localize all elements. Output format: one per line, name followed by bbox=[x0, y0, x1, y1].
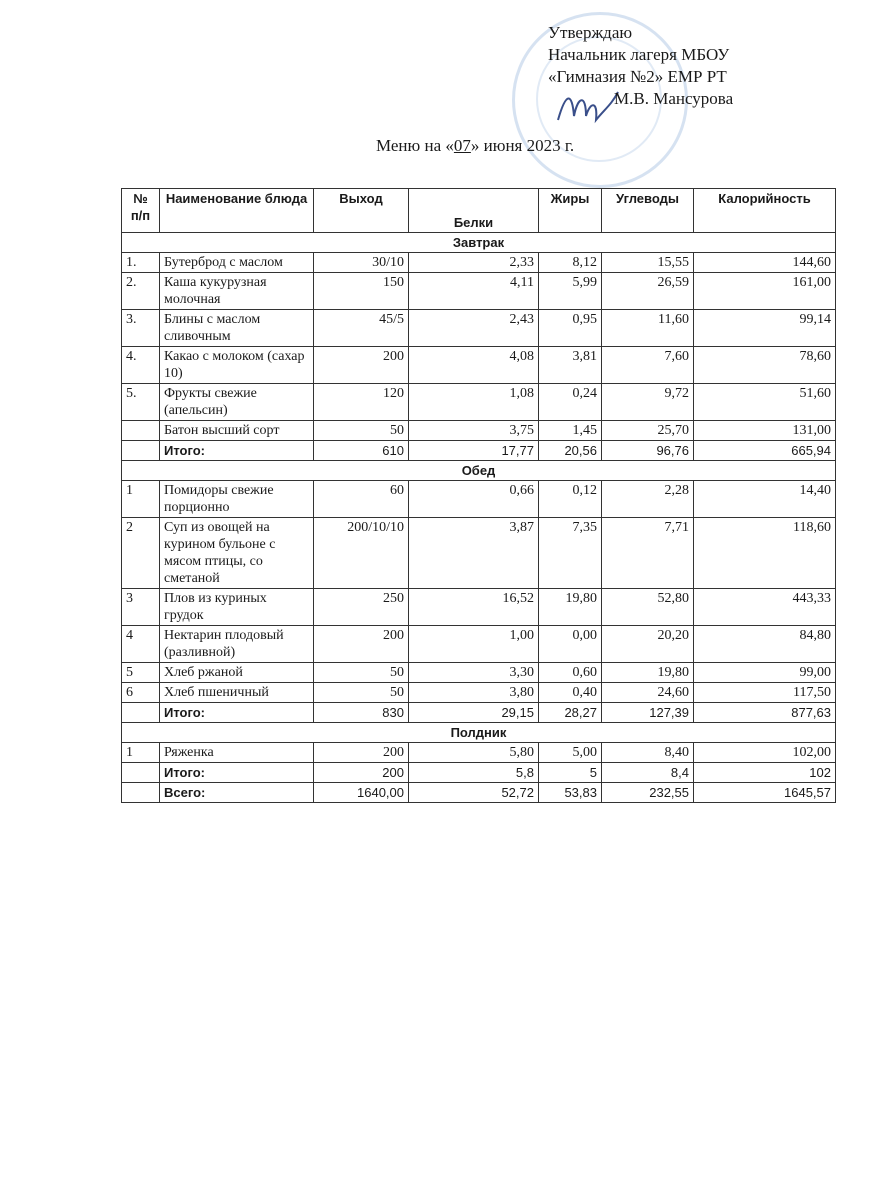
menu-table bbox=[121, 188, 836, 803]
cell-dish-name: Каша кукурузная молочная bbox=[160, 273, 314, 310]
total-label: Итого: bbox=[160, 703, 314, 723]
header-protein: Белки bbox=[409, 189, 539, 233]
cell-carbs: 20,20 bbox=[602, 626, 694, 663]
cell-carbs: 26,59 bbox=[602, 273, 694, 310]
table-row bbox=[122, 347, 836, 384]
total-protein: 5,8 bbox=[409, 763, 539, 783]
total-kcal: 102 bbox=[694, 763, 836, 783]
cell-carbs: 25,70 bbox=[602, 421, 694, 441]
cell-fat: 0,40 bbox=[539, 683, 602, 703]
cell-dish-name: Фрукты свежие (апельсин) bbox=[160, 384, 314, 421]
cell-dish-name: Хлеб пшеничный bbox=[160, 683, 314, 703]
cell-dish-name: Нектарин плодовый (разливной) bbox=[160, 626, 314, 663]
cell-yield: 200 bbox=[314, 347, 409, 384]
cell-yield: 60 bbox=[314, 481, 409, 518]
total-label: Всего: bbox=[160, 783, 314, 803]
cell-dish-name: Ряженка bbox=[160, 743, 314, 763]
cell-fat: 19,80 bbox=[539, 589, 602, 626]
table-row bbox=[122, 310, 836, 347]
table-row bbox=[122, 518, 836, 589]
header-name: Наименование блюда bbox=[160, 189, 314, 233]
total-fat: 20,56 bbox=[539, 441, 602, 461]
cell-kcal: 443,33 bbox=[694, 589, 836, 626]
header-carbs: Углеводы bbox=[602, 189, 694, 233]
menu-table-body bbox=[122, 233, 836, 803]
cell-num: 3 bbox=[122, 589, 160, 626]
cell-protein: 2,43 bbox=[409, 310, 539, 347]
total-protein: 29,15 bbox=[409, 703, 539, 723]
total-yield: 1640,00 bbox=[314, 783, 409, 803]
cell-fat: 0,12 bbox=[539, 481, 602, 518]
cell-yield: 50 bbox=[314, 683, 409, 703]
grand-total-row bbox=[122, 783, 836, 803]
total-row-breakfast bbox=[122, 441, 836, 461]
cell-yield: 150 bbox=[314, 273, 409, 310]
cell-kcal: 78,60 bbox=[694, 347, 836, 384]
cell-yield: 50 bbox=[314, 663, 409, 683]
table-row bbox=[122, 253, 836, 273]
table-row bbox=[122, 589, 836, 626]
total-row-lunch bbox=[122, 703, 836, 723]
cell-yield: 45/5 bbox=[314, 310, 409, 347]
section-row-snack bbox=[122, 723, 836, 743]
cell-yield: 200/10/10 bbox=[314, 518, 409, 589]
cell-num: 6 bbox=[122, 683, 160, 703]
cell-dish-name: Помидоры свежие порционно bbox=[160, 481, 314, 518]
cell-num: 1. bbox=[122, 253, 160, 273]
cell-fat: 8,12 bbox=[539, 253, 602, 273]
total-kcal: 665,94 bbox=[694, 441, 836, 461]
cell-yield: 30/10 bbox=[314, 253, 409, 273]
title-suffix: » июня 2023 г. bbox=[470, 136, 575, 155]
cell-num: 1 bbox=[122, 743, 160, 763]
cell-fat: 0,00 bbox=[539, 626, 602, 663]
cell-fat: 0,24 bbox=[539, 384, 602, 421]
table-row bbox=[122, 663, 836, 683]
cell-num-empty bbox=[122, 783, 160, 803]
cell-kcal: 84,80 bbox=[694, 626, 836, 663]
cell-carbs: 15,55 bbox=[602, 253, 694, 273]
cell-kcal: 118,60 bbox=[694, 518, 836, 589]
cell-kcal: 99,14 bbox=[694, 310, 836, 347]
section-title-lunch: Обед bbox=[122, 461, 836, 481]
title-day: 07 bbox=[453, 136, 471, 155]
cell-kcal: 144,60 bbox=[694, 253, 836, 273]
total-fat: 28,27 bbox=[539, 703, 602, 723]
total-label: Итого: bbox=[160, 441, 314, 461]
cell-dish-name: Блины с маслом сливочным bbox=[160, 310, 314, 347]
total-carbs: 127,39 bbox=[602, 703, 694, 723]
approval-block bbox=[548, 22, 733, 110]
section-title-snack: Полдник bbox=[122, 723, 836, 743]
cell-kcal: 161,00 bbox=[694, 273, 836, 310]
total-kcal: 1645,57 bbox=[694, 783, 836, 803]
cell-kcal: 117,50 bbox=[694, 683, 836, 703]
table-row bbox=[122, 481, 836, 518]
cell-protein: 4,11 bbox=[409, 273, 539, 310]
section-row-lunch bbox=[122, 461, 836, 481]
approval-line-1: Утверждаю bbox=[548, 23, 633, 42]
total-kcal: 877,63 bbox=[694, 703, 836, 723]
cell-carbs: 11,60 bbox=[602, 310, 694, 347]
cell-protein: 2,33 bbox=[409, 253, 539, 273]
cell-yield: 200 bbox=[314, 743, 409, 763]
total-protein: 52,72 bbox=[409, 783, 539, 803]
cell-num: 1 bbox=[122, 481, 160, 518]
table-row bbox=[122, 626, 836, 663]
cell-protein: 3,30 bbox=[409, 663, 539, 683]
cell-num-empty bbox=[122, 763, 160, 783]
title-prefix: Меню на « bbox=[376, 136, 454, 155]
total-fat: 5 bbox=[539, 763, 602, 783]
header-num: № п/п bbox=[122, 189, 160, 233]
cell-protein: 3,87 bbox=[409, 518, 539, 589]
total-yield: 830 bbox=[314, 703, 409, 723]
approval-line-2: Начальник лагеря МБОУ bbox=[548, 45, 730, 64]
header-kcal: Калорийность bbox=[694, 189, 836, 233]
total-carbs: 96,76 bbox=[602, 441, 694, 461]
cell-yield: 250 bbox=[314, 589, 409, 626]
cell-fat: 7,35 bbox=[539, 518, 602, 589]
cell-protein: 0,66 bbox=[409, 481, 539, 518]
cell-num: 5. bbox=[122, 384, 160, 421]
cell-protein: 5,80 bbox=[409, 743, 539, 763]
cell-carbs: 19,80 bbox=[602, 663, 694, 683]
table-row bbox=[122, 743, 836, 763]
cell-yield: 120 bbox=[314, 384, 409, 421]
cell-dish-name: Плов из куриных грудок bbox=[160, 589, 314, 626]
cell-num-empty bbox=[122, 703, 160, 723]
header-fat: Жиры bbox=[539, 189, 602, 233]
cell-dish-name: Какао с молоком (сахар 10) bbox=[160, 347, 314, 384]
approval-line-3: «Гимназия №2» ЕМР РТ bbox=[548, 67, 727, 86]
cell-kcal: 14,40 bbox=[694, 481, 836, 518]
cell-protein: 3,80 bbox=[409, 683, 539, 703]
cell-fat: 5,99 bbox=[539, 273, 602, 310]
cell-num: 2. bbox=[122, 273, 160, 310]
cell-carbs: 7,60 bbox=[602, 347, 694, 384]
cell-fat: 0,60 bbox=[539, 663, 602, 683]
cell-num: 2 bbox=[122, 518, 160, 589]
table-row bbox=[122, 683, 836, 703]
header-yield: Выход bbox=[314, 189, 409, 233]
page-title bbox=[376, 136, 574, 156]
cell-protein: 1,00 bbox=[409, 626, 539, 663]
cell-num-empty bbox=[122, 441, 160, 461]
approval-line-4: М.В. Мансурова bbox=[614, 89, 734, 108]
cell-dish-name: Бутерброд с маслом bbox=[160, 253, 314, 273]
cell-yield: 50 bbox=[314, 421, 409, 441]
cell-carbs: 24,60 bbox=[602, 683, 694, 703]
cell-fat: 1,45 bbox=[539, 421, 602, 441]
cell-protein: 4,08 bbox=[409, 347, 539, 384]
cell-fat: 0,95 bbox=[539, 310, 602, 347]
cell-protein: 16,52 bbox=[409, 589, 539, 626]
total-yield: 610 bbox=[314, 441, 409, 461]
total-fat: 53,83 bbox=[539, 783, 602, 803]
cell-carbs: 9,72 bbox=[602, 384, 694, 421]
cell-num: 3. bbox=[122, 310, 160, 347]
cell-carbs: 7,71 bbox=[602, 518, 694, 589]
cell-carbs: 2,28 bbox=[602, 481, 694, 518]
total-carbs: 8,4 bbox=[602, 763, 694, 783]
section-title-breakfast: Завтрак bbox=[122, 233, 836, 253]
cell-kcal: 131,00 bbox=[694, 421, 836, 441]
cell-num: 5 bbox=[122, 663, 160, 683]
cell-carbs: 8,40 bbox=[602, 743, 694, 763]
total-carbs: 232,55 bbox=[602, 783, 694, 803]
cell-yield: 200 bbox=[314, 626, 409, 663]
table-row bbox=[122, 421, 836, 441]
cell-num: 4 bbox=[122, 626, 160, 663]
total-protein: 17,77 bbox=[409, 441, 539, 461]
cell-num bbox=[122, 421, 160, 441]
cell-dish-name: Хлеб ржаной bbox=[160, 663, 314, 683]
table-row bbox=[122, 384, 836, 421]
cell-fat: 3,81 bbox=[539, 347, 602, 384]
cell-dish-name: Батон высший сорт bbox=[160, 421, 314, 441]
cell-fat: 5,00 bbox=[539, 743, 602, 763]
total-yield: 200 bbox=[314, 763, 409, 783]
cell-kcal: 51,60 bbox=[694, 384, 836, 421]
table-row bbox=[122, 273, 836, 310]
total-row-snack bbox=[122, 763, 836, 783]
cell-num: 4. bbox=[122, 347, 160, 384]
cell-kcal: 99,00 bbox=[694, 663, 836, 683]
cell-protein: 1,08 bbox=[409, 384, 539, 421]
cell-carbs: 52,80 bbox=[602, 589, 694, 626]
cell-kcal: 102,00 bbox=[694, 743, 836, 763]
section-row-breakfast bbox=[122, 233, 836, 253]
total-label: Итого: bbox=[160, 763, 314, 783]
cell-protein: 3,75 bbox=[409, 421, 539, 441]
header-row bbox=[122, 189, 836, 233]
cell-dish-name: Суп из овощей на курином бульоне с мясом птицы, со сметаной bbox=[160, 518, 314, 589]
